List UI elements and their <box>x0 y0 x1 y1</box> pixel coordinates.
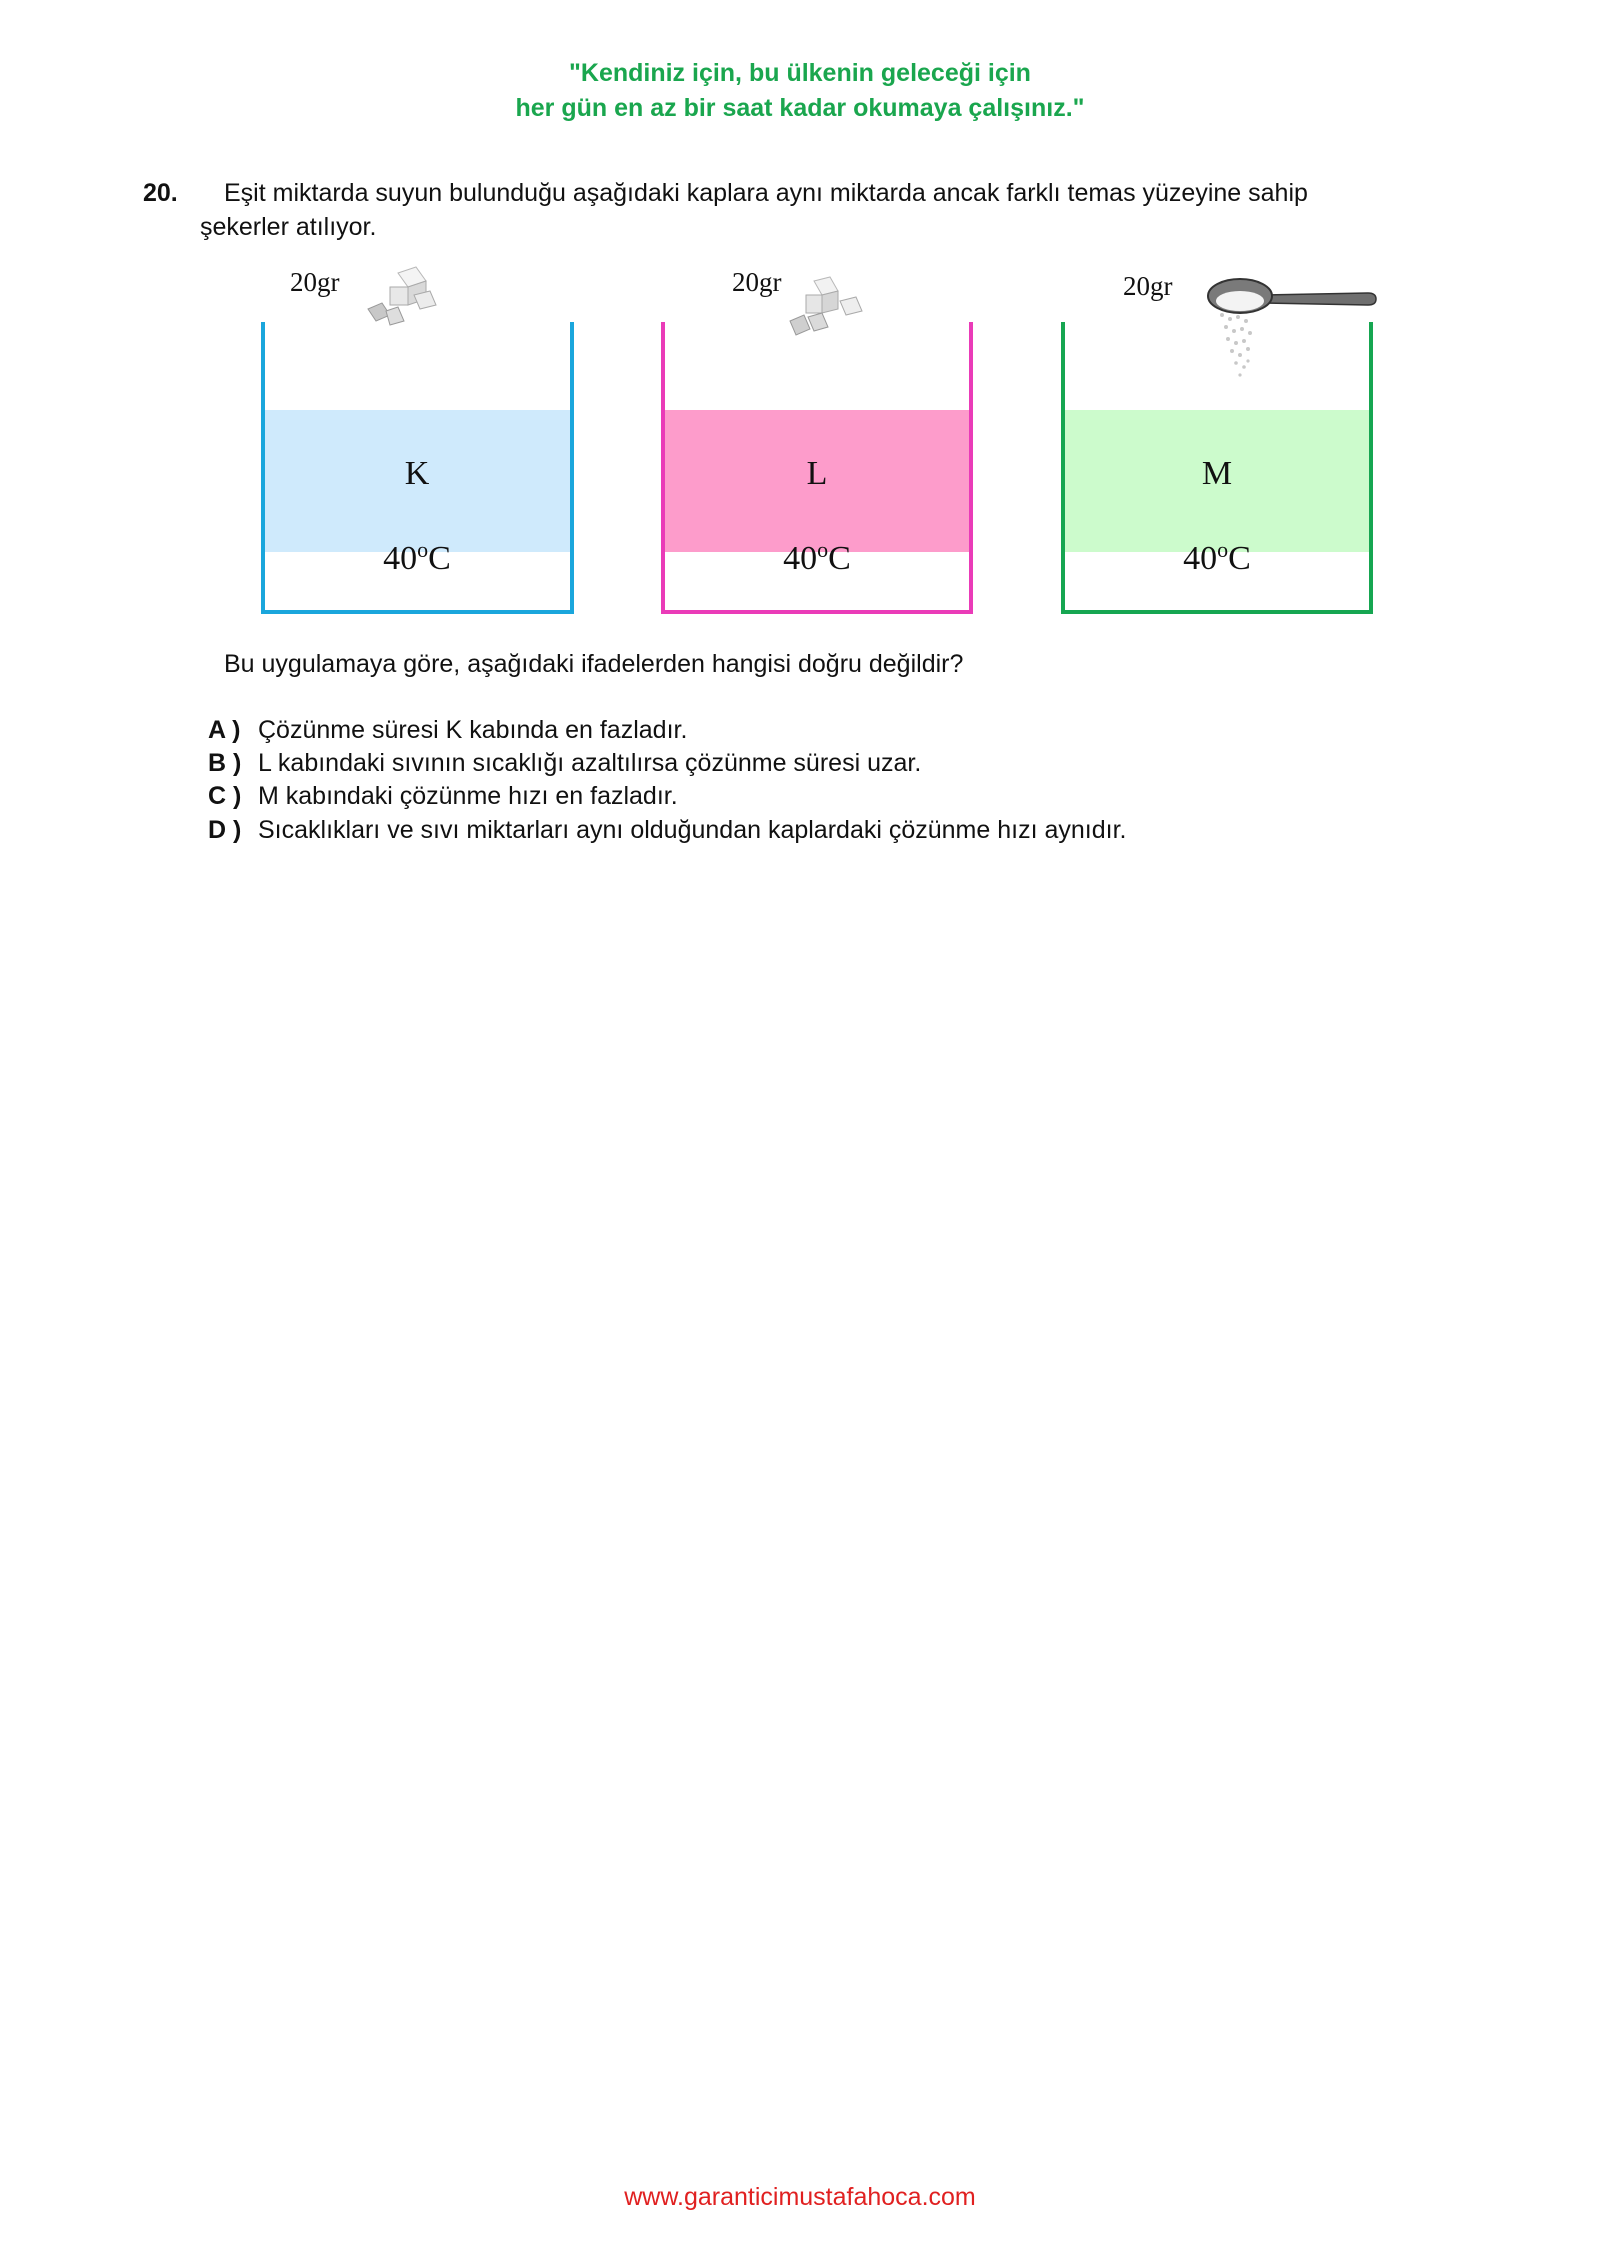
option-a-letter: A ) <box>208 716 241 744</box>
question-text-line-2: şekerler atılıyor. <box>200 213 377 241</box>
beaker-l-mass: 20gr <box>732 267 782 297</box>
sugar-cubes-icon <box>790 277 862 335</box>
motto-line-2: her gün en az bir saat kadar okumaya çalışınız." <box>515 94 1085 122</box>
option-d-text: Sıcaklıkları ve sıvı miktarları aynı olduğundan kaplardaki çözünme hızı aynıdır. <box>258 816 1127 844</box>
beaker-l-temp-value: 40 <box>783 540 818 577</box>
beaker-l-temperature <box>783 537 851 577</box>
motto-line-1: "Kendiniz için, bu ülkenin geleceği için <box>569 59 1031 87</box>
motto-header <box>0 56 1600 126</box>
option-b[interactable] <box>208 749 921 778</box>
question-prompt: Bu uygulamaya göre, aşağıdaki ifadelerden hangisi doğru değildir? <box>224 650 964 678</box>
beaker-k-mass: 20gr <box>290 267 340 297</box>
option-b-letter: B ) <box>208 749 242 777</box>
degree-superscript: o <box>417 537 429 562</box>
question-number: 20. <box>143 179 178 207</box>
option-b-text: L kabındaki sıvının sıcaklığı azaltılırsa çözünme süresi uzar. <box>258 749 922 777</box>
beakers-figure <box>0 255 1600 625</box>
option-c[interactable] <box>208 782 678 811</box>
beaker-m-temp-value: 40 <box>1183 540 1218 577</box>
option-c-letter: C ) <box>208 782 242 810</box>
option-d[interactable] <box>208 816 1126 845</box>
footer-url[interactable]: www.garanticimustafahoca.com <box>624 2183 976 2211</box>
powdered-sugar-spoon-icon <box>1208 279 1376 377</box>
beaker-m <box>1063 271 1376 612</box>
beaker-k-temperature <box>383 537 451 577</box>
option-a-text: Çözünme süresi K kabında en fazladır. <box>258 716 688 744</box>
beaker-l-temp-unit <box>817 537 851 577</box>
unit-letter: C <box>1228 540 1251 577</box>
beaker-k-label: K <box>404 455 430 492</box>
option-a[interactable] <box>208 716 687 745</box>
beaker-m-label: M <box>1201 455 1233 492</box>
beaker-m-mass: 20gr <box>1123 271 1173 301</box>
beaker-m-temperature <box>1183 537 1251 577</box>
beaker-l <box>663 267 971 612</box>
beaker-k-temp-value: 40 <box>383 540 418 577</box>
unit-letter: C <box>428 540 451 577</box>
degree-superscript: o <box>817 537 829 562</box>
beaker-l-label: L <box>806 455 828 492</box>
degree-superscript: o <box>1217 537 1229 562</box>
beaker-k <box>263 267 572 612</box>
unit-letter: C <box>828 540 851 577</box>
sugar-cubes-icon <box>368 267 436 325</box>
beaker-m-temp-unit <box>1217 537 1251 577</box>
question-text-line-1: Eşit miktarda suyun bulunduğu aşağıdaki kaplara aynı miktarda ancak farklı temas yüzeyine sahip <box>224 179 1308 207</box>
option-c-text: M kabındaki çözünme hızı en fazladır. <box>258 782 678 810</box>
beaker-k-temp-unit <box>417 537 451 577</box>
option-d-letter: D ) <box>208 816 242 844</box>
